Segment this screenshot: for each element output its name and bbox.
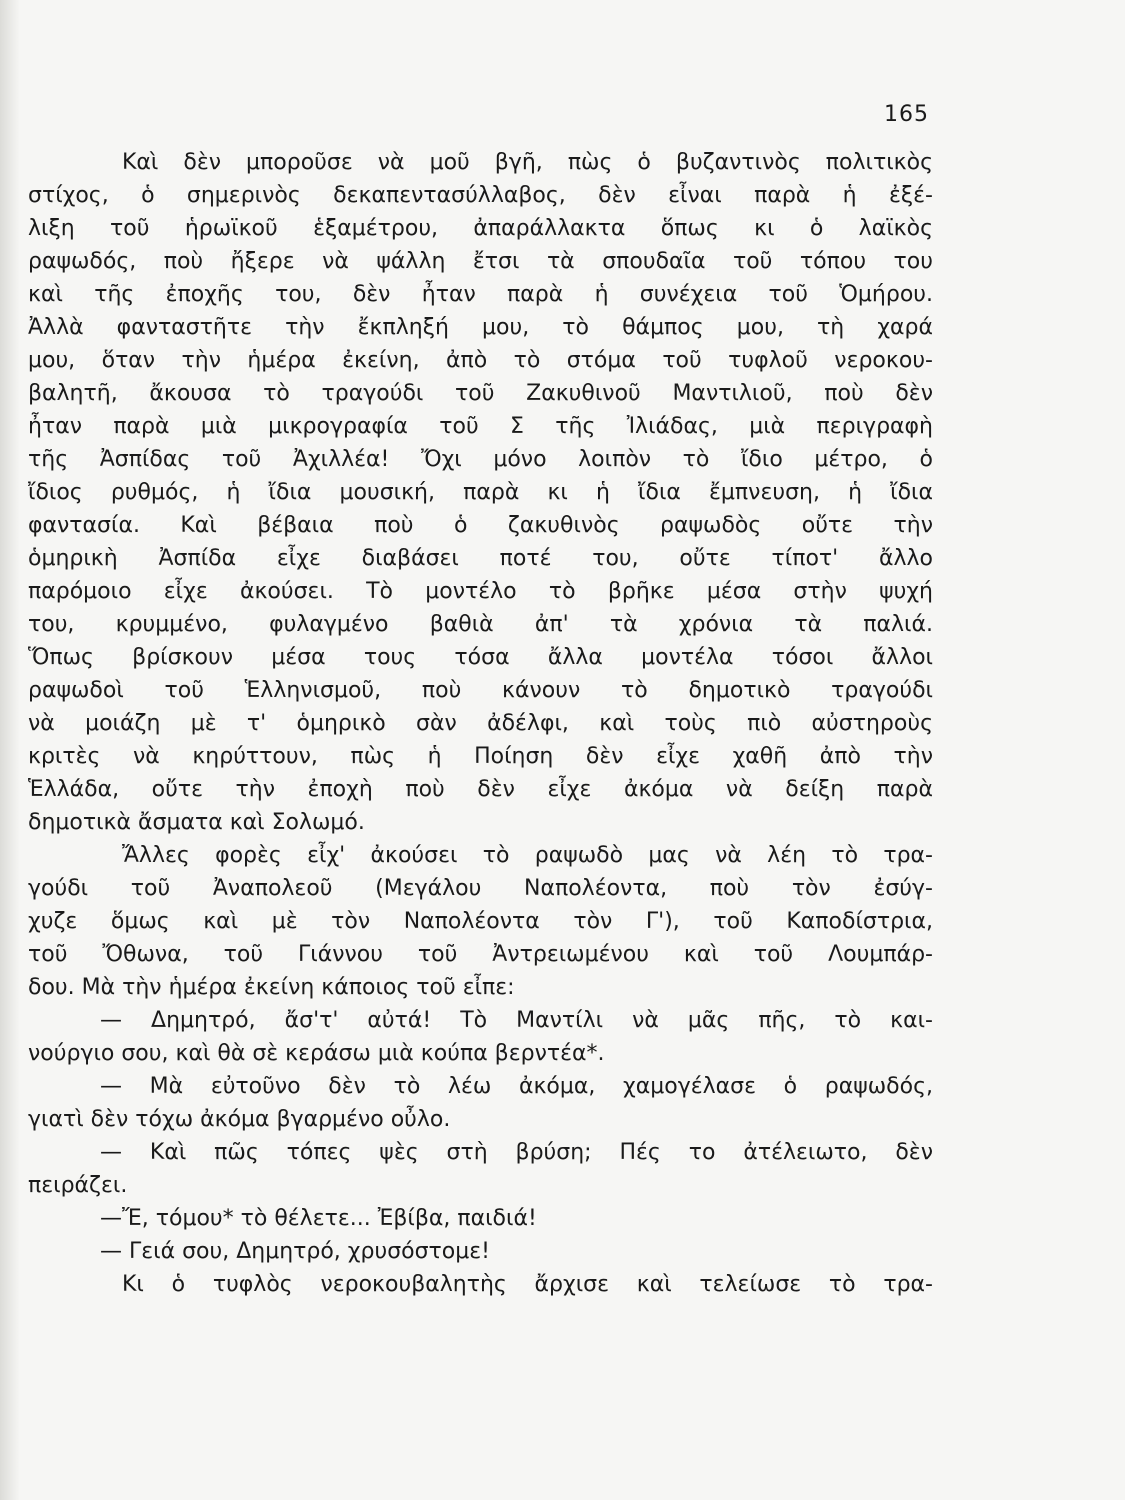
text-line: τῆς Ἀσπίδας τοῦ Ἀχιλλέα! Ὄχι μόνο λοιπὸν τὸ ἴδιο μέτρο, ὁ (28, 447, 933, 472)
text-line: — Δημητρό, ἄσ'τ' αὐτά! Τὸ Μαντίλι νὰ μᾶς πῆς, τὸ και- (100, 1008, 933, 1033)
text-line: βαλητῆ, ἄκουσα τὸ τραγούδι τοῦ Ζακυθινοῦ Μαντιλιοῦ, ποὺ δὲν (28, 381, 933, 406)
text-line: Ἑλλάδα, οὔτε τὴν ἐποχὴ ποὺ δὲν εἶχε ἀκόμα νὰ δείξη παρὰ (28, 777, 933, 802)
text-line: ἦταν παρὰ μιὰ μικρογραφία τοῦ Σ τῆς Ἰλιάδας, μιὰ περιγραφὴ (28, 414, 933, 439)
text-line: μου, ὅταν τὴν ἡμέρα ἐκείνη, ἀπὸ τὸ στόμα τοῦ τυφλοῦ νεροκου- (28, 348, 933, 373)
text-line: Ἀλλὰ φανταστῆτε τὴν ἔκπληξή μου, τὸ θάμπος μου, τὴ χαρά (28, 315, 933, 340)
text-line: ραψωδός, ποὺ ἤξερε νὰ ψάλλη ἔτσι τὰ σπουδαῖα τοῦ τόπου του (28, 249, 933, 274)
text-line: λιξη τοῦ ἡρωϊκοῦ ἑξαμέτρου, ἀπαράλλακτα ὅπως κι ὁ λαϊκὸς (28, 216, 933, 241)
text-line: παρόμοιο εἶχε ἀκούσει. Τὸ μοντέλο τὸ βρῆκε μέσα στὴν ψυχή (28, 579, 933, 604)
text-line: δου. Μὰ τὴν ἡμέρα ἐκείνη κάποιος τοῦ εἶπε: (28, 975, 515, 1000)
text-line: — Γειά σου, Δημητρό, χρυσόστομε! (100, 1239, 490, 1264)
text-line: κριτὲς νὰ κηρύττουν, πὼς ἡ Ποίηση δὲν εἶχε χαθῆ ἀπὸ τὴν (28, 744, 933, 769)
text-line: νούργιο σου, καὶ θὰ σὲ κεράσω μιὰ κούπα βερντέα*. (28, 1041, 605, 1066)
text-line: τοῦ Ὄθωνα, τοῦ Γιάννου τοῦ Ἀντρειωμένου καὶ τοῦ Λουμπάρ- (28, 942, 933, 967)
text-line: νὰ μοιάζη μὲ τ' ὁμηρικὸ σὰν ἀδέλφι, καὶ τοὺς πιὸ αὐστηροὺς (28, 711, 933, 736)
text-line: δημοτικὰ ἄσματα καὶ Σολωμό. (28, 810, 365, 835)
binding-shadow (0, 0, 20, 1500)
text-line: γιατὶ δὲν τόχω ἀκόμα βγαρμένο οὖλο. (28, 1107, 451, 1132)
text-line: — Καὶ πῶς τόπες ψὲς στὴ βρύση; Πές το ἀτέλειωτο, δὲν (100, 1140, 933, 1165)
text-line: Ἄλλες φορὲς εἶχ' ἀκούσει τὸ ραψωδὸ μας νὰ λέη τὸ τρα- (122, 843, 933, 868)
text-line: γούδι τοῦ Ἀναπολεοῦ (Μεγάλου Ναπολέοντα, ποὺ τὸν ἐσύγ- (28, 876, 933, 901)
text-line: Κι ὁ τυφλὸς νεροκουβαλητὴς ἄρχισε καὶ τελείωσε τὸ τρα- (122, 1272, 933, 1297)
text-line: χυζε ὅμως καὶ μὲ τὸν Ναπολέοντα τὸν Γ'), τοῦ Καποδίστρια, (28, 909, 933, 934)
text-line: ἴδιος ρυθμός, ἡ ἴδια μουσική, παρὰ κι ἡ ἴδια ἔμπνευση, ἡ ἴδια (28, 480, 933, 505)
text-line: ραψωδοὶ τοῦ Ἑλληνισμοῦ, ποὺ κάνουν τὸ δημοτικὸ τραγούδι (28, 678, 933, 703)
page-number: 165 (884, 102, 929, 127)
text-line: του, κρυμμένο, φυλαγμένο βαθιὰ ἀπ' τὰ χρόνια τὰ παλιά. (28, 612, 933, 637)
text-line: —Ἔ, τόμου* τὸ θέλετε... Ἐβίβα, παιδιά! (100, 1206, 537, 1231)
text-line: στίχος, ὁ σημερινὸς δεκαπεντασύλλαβος, δὲν εἶναι παρὰ ἡ ἐξέ- (28, 183, 933, 208)
text-line: φαντασία. Καὶ βέβαια ποὺ ὁ ζακυθινὸς ραψωδὸς οὔτε τὴν (28, 513, 933, 538)
text-line: Ὅπως βρίσκουν μέσα τους τόσα ἄλλα μοντέλα τόσοι ἄλλοι (28, 645, 933, 670)
text-line: — Μὰ εὐτοῦνο δὲν τὸ λέω ἀκόμα, χαμογέλασε ὁ ραψωδός, (100, 1074, 933, 1099)
text-line: Καὶ δὲν μποροῦσε νὰ μοῦ βγῆ, πὼς ὁ βυζαντινὸς πολιτικὸς (122, 150, 933, 175)
text-line: καὶ τῆς ἐποχῆς του, δὲν ἦταν παρὰ ἡ συνέχεια τοῦ Ὁμήρου. (28, 282, 933, 307)
text-line: ὁμηρικὴ Ἀσπίδα εἶχε διαβάσει ποτέ του, οὔτε τίποτ' ἄλλο (28, 546, 933, 571)
text-line: πειράζει. (28, 1173, 128, 1198)
body-text (28, 146, 933, 1301)
